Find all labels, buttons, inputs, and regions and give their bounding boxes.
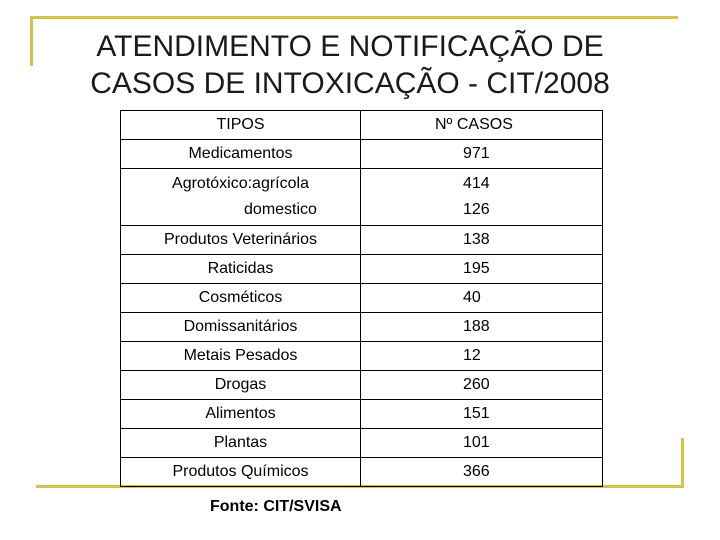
- table-row: [121, 371, 603, 400]
- row-casos: 260: [361, 371, 603, 400]
- row-tipo-main: Agrotóxico:agrícola: [172, 175, 309, 192]
- row-tipo: Plantas: [121, 429, 361, 458]
- row-casos: 101: [361, 429, 603, 458]
- row-casos: 195: [361, 255, 603, 284]
- row-tipo: Domissanitários: [121, 313, 361, 342]
- table-row: [121, 140, 603, 169]
- row-tipo: [121, 169, 361, 226]
- row-tipo: Metais Pesados: [121, 342, 361, 371]
- row-tipo: Cosméticos: [121, 284, 361, 313]
- table-row: [121, 429, 603, 458]
- row-casos-main: 414: [463, 175, 490, 192]
- table-row: [121, 400, 603, 429]
- table-row: [121, 169, 603, 226]
- table-row: [121, 342, 603, 371]
- right-decorative-line: [681, 438, 684, 488]
- title-line-1: ATENDIMENTO E NOTIFICAÇÃO DE: [96, 30, 604, 63]
- table-row: [121, 313, 603, 342]
- table-row: [121, 226, 603, 255]
- row-casos: 151: [361, 400, 603, 429]
- row-tipo: Produtos Veterinários: [121, 226, 361, 255]
- table-row: [121, 255, 603, 284]
- row-tipo: Drogas: [121, 371, 361, 400]
- title-line-2: CASOS DE INTOXICAÇÃO - CIT/2008: [90, 67, 610, 100]
- row-casos: 188: [361, 313, 603, 342]
- row-tipo: Alimentos: [121, 400, 361, 429]
- source-note: Fonte: CIT/SVISA: [210, 498, 342, 515]
- column-header-tipos: TIPOS: [121, 111, 361, 140]
- row-casos: [361, 169, 603, 226]
- row-casos: 12: [361, 342, 603, 371]
- intoxication-cases-table: [120, 110, 603, 487]
- table-row: [121, 458, 603, 487]
- row-tipo: Produtos Químicos: [121, 458, 361, 487]
- row-casos: 138: [361, 226, 603, 255]
- row-casos: 40: [361, 284, 603, 313]
- row-tipo: Raticidas: [121, 255, 361, 284]
- row-tipo: Medicamentos: [121, 140, 361, 169]
- row-casos-sub: 126: [463, 201, 490, 218]
- table-row: [121, 284, 603, 313]
- row-casos: 366: [361, 458, 603, 487]
- top-decorative-line: [30, 16, 678, 19]
- column-header-casos: Nº CASOS: [361, 111, 603, 140]
- slide-title: [30, 28, 670, 102]
- row-tipo-sub: domestico: [244, 201, 317, 218]
- row-casos: 971: [361, 140, 603, 169]
- table-header-row: [121, 111, 603, 140]
